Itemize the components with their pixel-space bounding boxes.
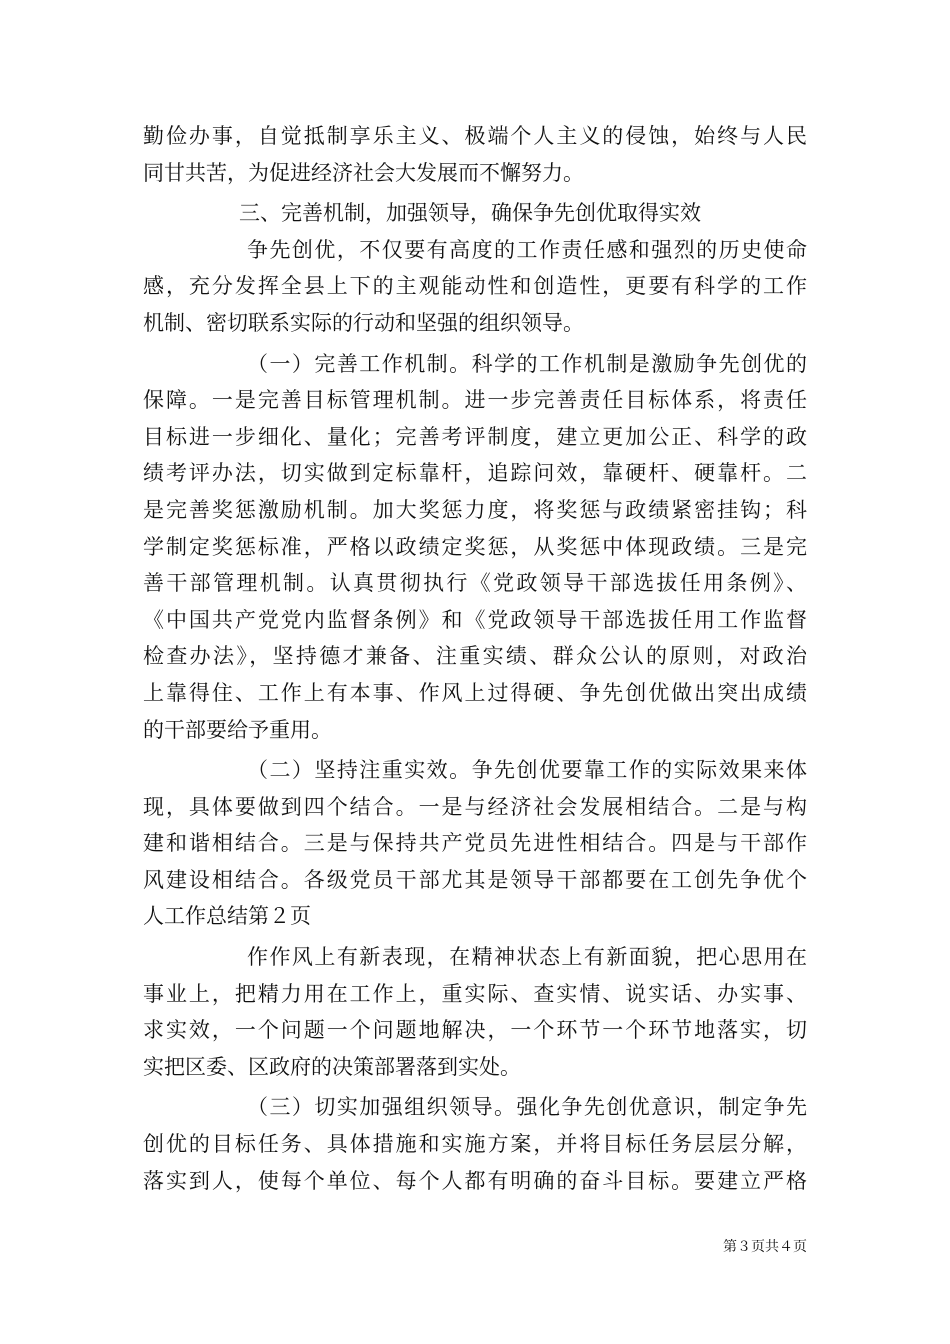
paragraph-intro bbox=[143, 232, 807, 342]
text-line: （二）坚持注重实效。争先创优要靠工作的实际效果来体 bbox=[247, 758, 807, 783]
page-number: 第３页共４页 bbox=[723, 1239, 807, 1255]
text-line: 机制、密切联系实际的行动和坚强的组织领导。 bbox=[143, 310, 584, 335]
text-line: 目标进一步细化、量化；完善考评制度，建立更加公正、科学的政 bbox=[143, 424, 807, 449]
paragraph-leadership bbox=[143, 1089, 807, 1199]
text-line: 感，充分发挥全县上下的主观能动性和创造性，更要有科学的工作 bbox=[143, 274, 807, 299]
text-line: 风建设相结合。各级党员干部尤其是领导干部都要在工创先争优个 bbox=[143, 867, 807, 892]
paragraph-continuation bbox=[143, 118, 807, 191]
text-line: （三）切实加强组织领导。强化争先创优意识，制定争先 bbox=[247, 1095, 807, 1120]
text-line: 是完善奖惩激励机制。加大奖惩力度，将奖惩与政绩紧密挂钩；科 bbox=[143, 497, 807, 522]
text-line: 检查办法》，坚持德才兼备、注重实绩、群众公认的原则，对政治 bbox=[143, 644, 807, 669]
text-line: 人工作总结第２页 bbox=[143, 904, 311, 929]
text-line: 现，具体要做到四个结合。一是与经济社会发展相结合。二是与构 bbox=[143, 794, 807, 819]
section-heading bbox=[143, 195, 807, 232]
text-line: 善干部管理机制。认真贯彻执行《党政领导干部选拔任用条例》、 bbox=[143, 571, 807, 596]
text-line: 争先创优，不仅要有高度的工作责任感和强烈的历史使命 bbox=[247, 237, 807, 262]
text-line: 同甘共苦，为促进经济社会大发展而不懈努力。 bbox=[143, 160, 584, 185]
paragraph-work-style bbox=[143, 939, 807, 1085]
text-line: 事业上，把精力用在工作上，重实际、查实情、说实话、办实事、 bbox=[143, 981, 807, 1006]
paragraph-effectiveness bbox=[143, 752, 807, 935]
heading-text: 三、完善机制，加强领导，确保争先创优取得实效 bbox=[239, 201, 701, 226]
text-line: 学制定奖惩标准，严格以政绩定奖惩，从奖惩中体现政绩。三是完 bbox=[143, 534, 807, 559]
text-line: 创优的目标任务、具体措施和实施方案，并将目标任务层层分解， bbox=[143, 1132, 807, 1157]
text-line: 上靠得住、工作上有本事、作风上过得硬、争先创优做出突出成绩 bbox=[143, 680, 807, 705]
text-line: 落实到人，使每个单位、每个人都有明确的奋斗目标。要建立严格 bbox=[143, 1168, 807, 1193]
text-line: （一）完善工作机制。科学的工作机制是激励争先创优的 bbox=[247, 351, 807, 376]
text-line: 保障。一是完善目标管理机制。进一步完善责任目标体系，将责任 bbox=[143, 388, 807, 413]
document-body bbox=[143, 118, 807, 1199]
text-line: 作作风上有新表现，在精神状态上有新面貌，把心思用在 bbox=[247, 945, 807, 970]
text-line: 的干部要给予重用。 bbox=[143, 717, 332, 742]
paragraph-work-mechanism bbox=[143, 346, 807, 749]
text-line: 勤俭办事，自觉抵制享乐主义、极端个人主义的侵蚀，始终与人民 bbox=[143, 124, 807, 148]
text-line: 实把区委、区政府的决策部署落到实处。 bbox=[143, 1054, 521, 1079]
text-line: 建和谐相结合。三是与保持共产党员先进性相结合。四是与干部作 bbox=[143, 831, 807, 856]
text-line: 绩考评办法，切实做到定标靠杆，追踪问效，靠硬杆、硬靠杆。二 bbox=[143, 461, 807, 486]
text-line: 《中国共产党党内监督条例》和《党政领导干部选拔任用工作监督 bbox=[143, 607, 807, 632]
text-line: 求实效，一个问题一个问题地解决，一个环节一个环节地落实，切 bbox=[143, 1018, 807, 1043]
